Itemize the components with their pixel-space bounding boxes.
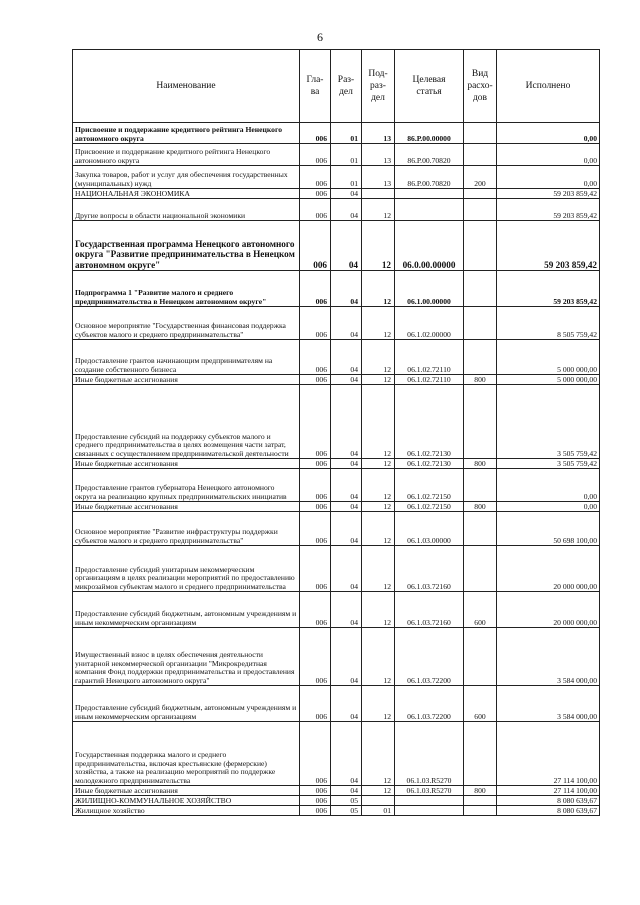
row-glava: 006 [300, 144, 331, 166]
table-row [73, 340, 600, 375]
row-vid [464, 199, 497, 221]
row-razdel: 01 [331, 123, 362, 144]
row-name: Имущественный взнос в целях обеспечения деятельности унитарной некоммерческой организации "Микрокредитная компания Фонд поддержки предпринимательства и предоставления гарантий Ненецкого автономного округа" [73, 628, 300, 686]
row-glava: 006 [300, 221, 331, 271]
row-razdel: 04 [331, 469, 362, 502]
row-glava: 006 [300, 340, 331, 375]
row-name: Присвоение и поддержание кредитного рейтинга Ненецкого автономного округа [73, 144, 300, 166]
row-glava: 006 [300, 722, 331, 786]
row-vid [464, 469, 497, 502]
row-podrazdel: 12 [362, 512, 395, 546]
header-podrazdel: Под- раз- дел [362, 50, 395, 123]
table-row [73, 806, 600, 816]
row-executed: 5 000 000,00 [497, 340, 600, 375]
row-razdel: 05 [331, 796, 362, 806]
row-executed: 8 505 759,42 [497, 307, 600, 340]
row-razdel: 05 [331, 806, 362, 816]
row-name: Основное мероприятие "Развитие инфраструктуры поддержки субъектов малого и среднего предпринимательства" [73, 512, 300, 546]
row-vid [464, 221, 497, 271]
row-target: 06.1.03.72160 [395, 546, 464, 592]
row-executed: 59 203 859,42 [497, 189, 600, 199]
row-executed: 20 000 000,00 [497, 546, 600, 592]
row-vid: 800 [464, 502, 497, 512]
row-podrazdel: 12 [362, 340, 395, 375]
row-podrazdel: 12 [362, 786, 395, 796]
row-executed: 3 584 000,00 [497, 686, 600, 722]
row-target: 06.1.03.72160 [395, 592, 464, 628]
row-executed: 0,00 [497, 123, 600, 144]
row-target: 06.1.02.00000 [395, 307, 464, 340]
row-target: 06.0.00.00000 [395, 221, 464, 271]
table-row [73, 512, 600, 546]
row-target: 06.1.03.72200 [395, 628, 464, 686]
row-podrazdel [362, 189, 395, 199]
row-vid [464, 144, 497, 166]
row-executed: 0,00 [497, 469, 600, 502]
row-vid [464, 340, 497, 375]
row-target: 86.Р.00.70820 [395, 144, 464, 166]
row-executed: 3 505 759,42 [497, 385, 600, 459]
row-razdel: 04 [331, 385, 362, 459]
row-glava: 006 [300, 271, 331, 307]
budget-table [72, 49, 600, 816]
row-target: 06.1.00.00000 [395, 271, 464, 307]
row-name: Иные бюджетные ассигнования [73, 786, 300, 796]
table-row [73, 722, 600, 786]
row-razdel: 04 [331, 722, 362, 786]
table-row [73, 686, 600, 722]
row-razdel: 04 [331, 459, 362, 469]
row-razdel: 04 [331, 786, 362, 796]
row-vid [464, 271, 497, 307]
table-row [73, 271, 600, 307]
row-razdel: 01 [331, 144, 362, 166]
table-row [73, 144, 600, 166]
row-razdel: 04 [331, 628, 362, 686]
row-target [395, 806, 464, 816]
row-target: 86.Р.00.70820 [395, 166, 464, 189]
row-glava: 006 [300, 375, 331, 385]
row-podrazdel: 12 [362, 628, 395, 686]
table-row [73, 502, 600, 512]
row-name: Присвоение и поддержание кредитного рейтинга Ненецкого автономного округа [73, 123, 300, 144]
row-target: 06.1.02.72130 [395, 459, 464, 469]
row-target: 06.1.03.72200 [395, 686, 464, 722]
row-name: Предоставление субсидий на поддержку субъектов малого и среднего предпринимательства в целях возмещения части затрат, связанных с осуществлением предпринимательской деятельности [73, 385, 300, 459]
row-target: 86.Р.00.00000 [395, 123, 464, 144]
row-glava: 006 [300, 592, 331, 628]
row-name: Предоставление грантов губернатора Ненецкого автономного округа на реализацию крупных предпринимательских инициатив [73, 469, 300, 502]
table-header-row [73, 50, 600, 123]
row-name: Предоставление субсидий бюджетным, автономным учреждениям и иным некоммерческим организациям [73, 686, 300, 722]
row-executed: 8 080 639,67 [497, 806, 600, 816]
row-name: Государственная программа Ненецкого автономного округа "Развитие предпринимательства в Ненецком автономном округе" [73, 221, 300, 271]
row-glava: 006 [300, 512, 331, 546]
row-glava: 006 [300, 502, 331, 512]
row-podrazdel: 12 [362, 221, 395, 271]
row-vid [464, 307, 497, 340]
row-executed: 27 114 100,00 [497, 786, 600, 796]
row-glava: 006 [300, 686, 331, 722]
row-executed: 59 203 859,42 [497, 221, 600, 271]
row-razdel: 04 [331, 512, 362, 546]
row-name: Основное мероприятие "Государственная финансовая поддержка субъектов малого и среднего предпринимательства" [73, 307, 300, 340]
header-executed: Исполнено [497, 50, 600, 123]
row-razdel: 01 [331, 166, 362, 189]
row-razdel: 04 [331, 375, 362, 385]
row-podrazdel: 12 [362, 686, 395, 722]
row-target [395, 199, 464, 221]
row-glava: 006 [300, 307, 331, 340]
row-name: Жилищное хозяйство [73, 806, 300, 816]
row-vid [464, 546, 497, 592]
row-vid: 800 [464, 459, 497, 469]
row-podrazdel: 12 [362, 385, 395, 459]
row-podrazdel: 12 [362, 502, 395, 512]
row-glava: 006 [300, 806, 331, 816]
table-row [73, 189, 600, 199]
row-glava: 006 [300, 796, 331, 806]
row-name: Другие вопросы в области национальной экономики [73, 199, 300, 221]
row-executed: 0,00 [497, 502, 600, 512]
row-target: 06.1.02.72110 [395, 375, 464, 385]
row-podrazdel: 12 [362, 375, 395, 385]
table-row [73, 221, 600, 271]
table-row [73, 166, 600, 189]
table-row [73, 385, 600, 459]
row-glava: 006 [300, 546, 331, 592]
row-glava: 006 [300, 166, 331, 189]
row-glava: 006 [300, 628, 331, 686]
row-name: ЖИЛИЩНО-КОММУНАЛЬНОЕ ХОЗЯЙСТВО [73, 796, 300, 806]
row-vid [464, 722, 497, 786]
row-podrazdel: 12 [362, 469, 395, 502]
row-executed: 20 000 000,00 [497, 592, 600, 628]
row-target [395, 189, 464, 199]
row-razdel: 04 [331, 221, 362, 271]
row-podrazdel: 12 [362, 271, 395, 307]
row-name: Предоставление грантов начинающим предпринимателям на создание собственного бизнеса [73, 340, 300, 375]
row-target [395, 796, 464, 806]
row-name: Предоставление субсидий бюджетным, автономным учреждениям и иным некоммерческим организациям [73, 592, 300, 628]
page-number: 6 [317, 30, 323, 44]
row-podrazdel: 12 [362, 459, 395, 469]
row-vid: 600 [464, 592, 497, 628]
row-razdel: 04 [331, 307, 362, 340]
header-razdel: Раз- дел [331, 50, 362, 123]
header-glava: Гла- ва [300, 50, 331, 123]
row-target: 06.1.03.00000 [395, 512, 464, 546]
row-podrazdel: 13 [362, 144, 395, 166]
row-razdel: 04 [331, 189, 362, 199]
row-podrazdel: 01 [362, 806, 395, 816]
row-podrazdel [362, 796, 395, 806]
row-vid [464, 123, 497, 144]
row-glava: 006 [300, 385, 331, 459]
row-razdel: 04 [331, 592, 362, 628]
row-razdel: 04 [331, 502, 362, 512]
row-glava: 006 [300, 469, 331, 502]
header-vid: Вид расхо- дов [464, 50, 497, 123]
row-vid [464, 385, 497, 459]
table-row [73, 307, 600, 340]
row-target: 06.1.03.R5270 [395, 722, 464, 786]
row-vid [464, 512, 497, 546]
row-glava: 006 [300, 199, 331, 221]
row-vid: 600 [464, 686, 497, 722]
header-name: Наименование [73, 50, 300, 123]
table-row [73, 628, 600, 686]
row-target: 06.1.03.R5270 [395, 786, 464, 796]
row-podrazdel: 12 [362, 592, 395, 628]
row-podrazdel: 13 [362, 123, 395, 144]
table-row [73, 459, 600, 469]
row-target: 06.1.02.72110 [395, 340, 464, 375]
row-name: Предоставление субсидий унитарным некоммерческим организациям в целях реализации мероприятий по предоставлению микрозаймов субъектам малого и среднего предпринимательства [73, 546, 300, 592]
row-executed: 3 505 759,42 [497, 459, 600, 469]
row-glava: 006 [300, 189, 331, 199]
table-row [73, 796, 600, 806]
table-row [73, 469, 600, 502]
row-glava: 006 [300, 459, 331, 469]
row-vid [464, 628, 497, 686]
row-executed: 3 584 000,00 [497, 628, 600, 686]
row-glava: 006 [300, 123, 331, 144]
row-name: Иные бюджетные ассигнования [73, 502, 300, 512]
row-executed: 0,00 [497, 166, 600, 189]
row-podrazdel: 12 [362, 546, 395, 592]
row-name: Подпрограмма 1 "Развитие малого и среднего предпринимательства в Ненецком автономном округе" [73, 271, 300, 307]
row-vid [464, 796, 497, 806]
header-target: Целевая статья [395, 50, 464, 123]
row-podrazdel: 13 [362, 166, 395, 189]
row-target: 06.1.02.72130 [395, 385, 464, 459]
row-name: Иные бюджетные ассигнования [73, 459, 300, 469]
row-razdel: 04 [331, 199, 362, 221]
row-target: 06.1.02.72150 [395, 469, 464, 502]
table-row [73, 786, 600, 796]
row-target: 06.1.02.72150 [395, 502, 464, 512]
row-podrazdel: 12 [362, 307, 395, 340]
row-razdel: 04 [331, 686, 362, 722]
row-vid: 800 [464, 786, 497, 796]
row-executed: 8 080 639,67 [497, 796, 600, 806]
row-executed: 27 114 100,00 [497, 722, 600, 786]
row-executed: 5 000 000,00 [497, 375, 600, 385]
row-glava: 006 [300, 786, 331, 796]
row-name: Иные бюджетные ассигнования [73, 375, 300, 385]
row-podrazdel: 12 [362, 199, 395, 221]
table-row [73, 375, 600, 385]
table-row [73, 592, 600, 628]
row-executed: 50 698 100,00 [497, 512, 600, 546]
row-executed: 59 203 859,42 [497, 199, 600, 221]
row-name: НАЦИОНАЛЬНАЯ ЭКОНОМИКА [73, 189, 300, 199]
row-razdel: 04 [331, 271, 362, 307]
row-razdel: 04 [331, 340, 362, 375]
row-vid: 200 [464, 166, 497, 189]
row-vid [464, 189, 497, 199]
table-row [73, 199, 600, 221]
row-executed: 59 203 859,42 [497, 271, 600, 307]
table-row [73, 546, 600, 592]
table-row [73, 123, 600, 144]
row-vid [464, 806, 497, 816]
row-podrazdel: 12 [362, 722, 395, 786]
row-razdel: 04 [331, 546, 362, 592]
row-executed: 0,00 [497, 144, 600, 166]
row-name: Государственная поддержка малого и среднего предпринимательства, включая крестьянские (фермерские) хозяйства, а также на реализацию мероприятий по поддержке молодежного предпринимательства [73, 722, 300, 786]
row-name: Закупка товаров, работ и услуг для обеспечения государственных (муниципальных) нужд [73, 166, 300, 189]
row-vid: 800 [464, 375, 497, 385]
